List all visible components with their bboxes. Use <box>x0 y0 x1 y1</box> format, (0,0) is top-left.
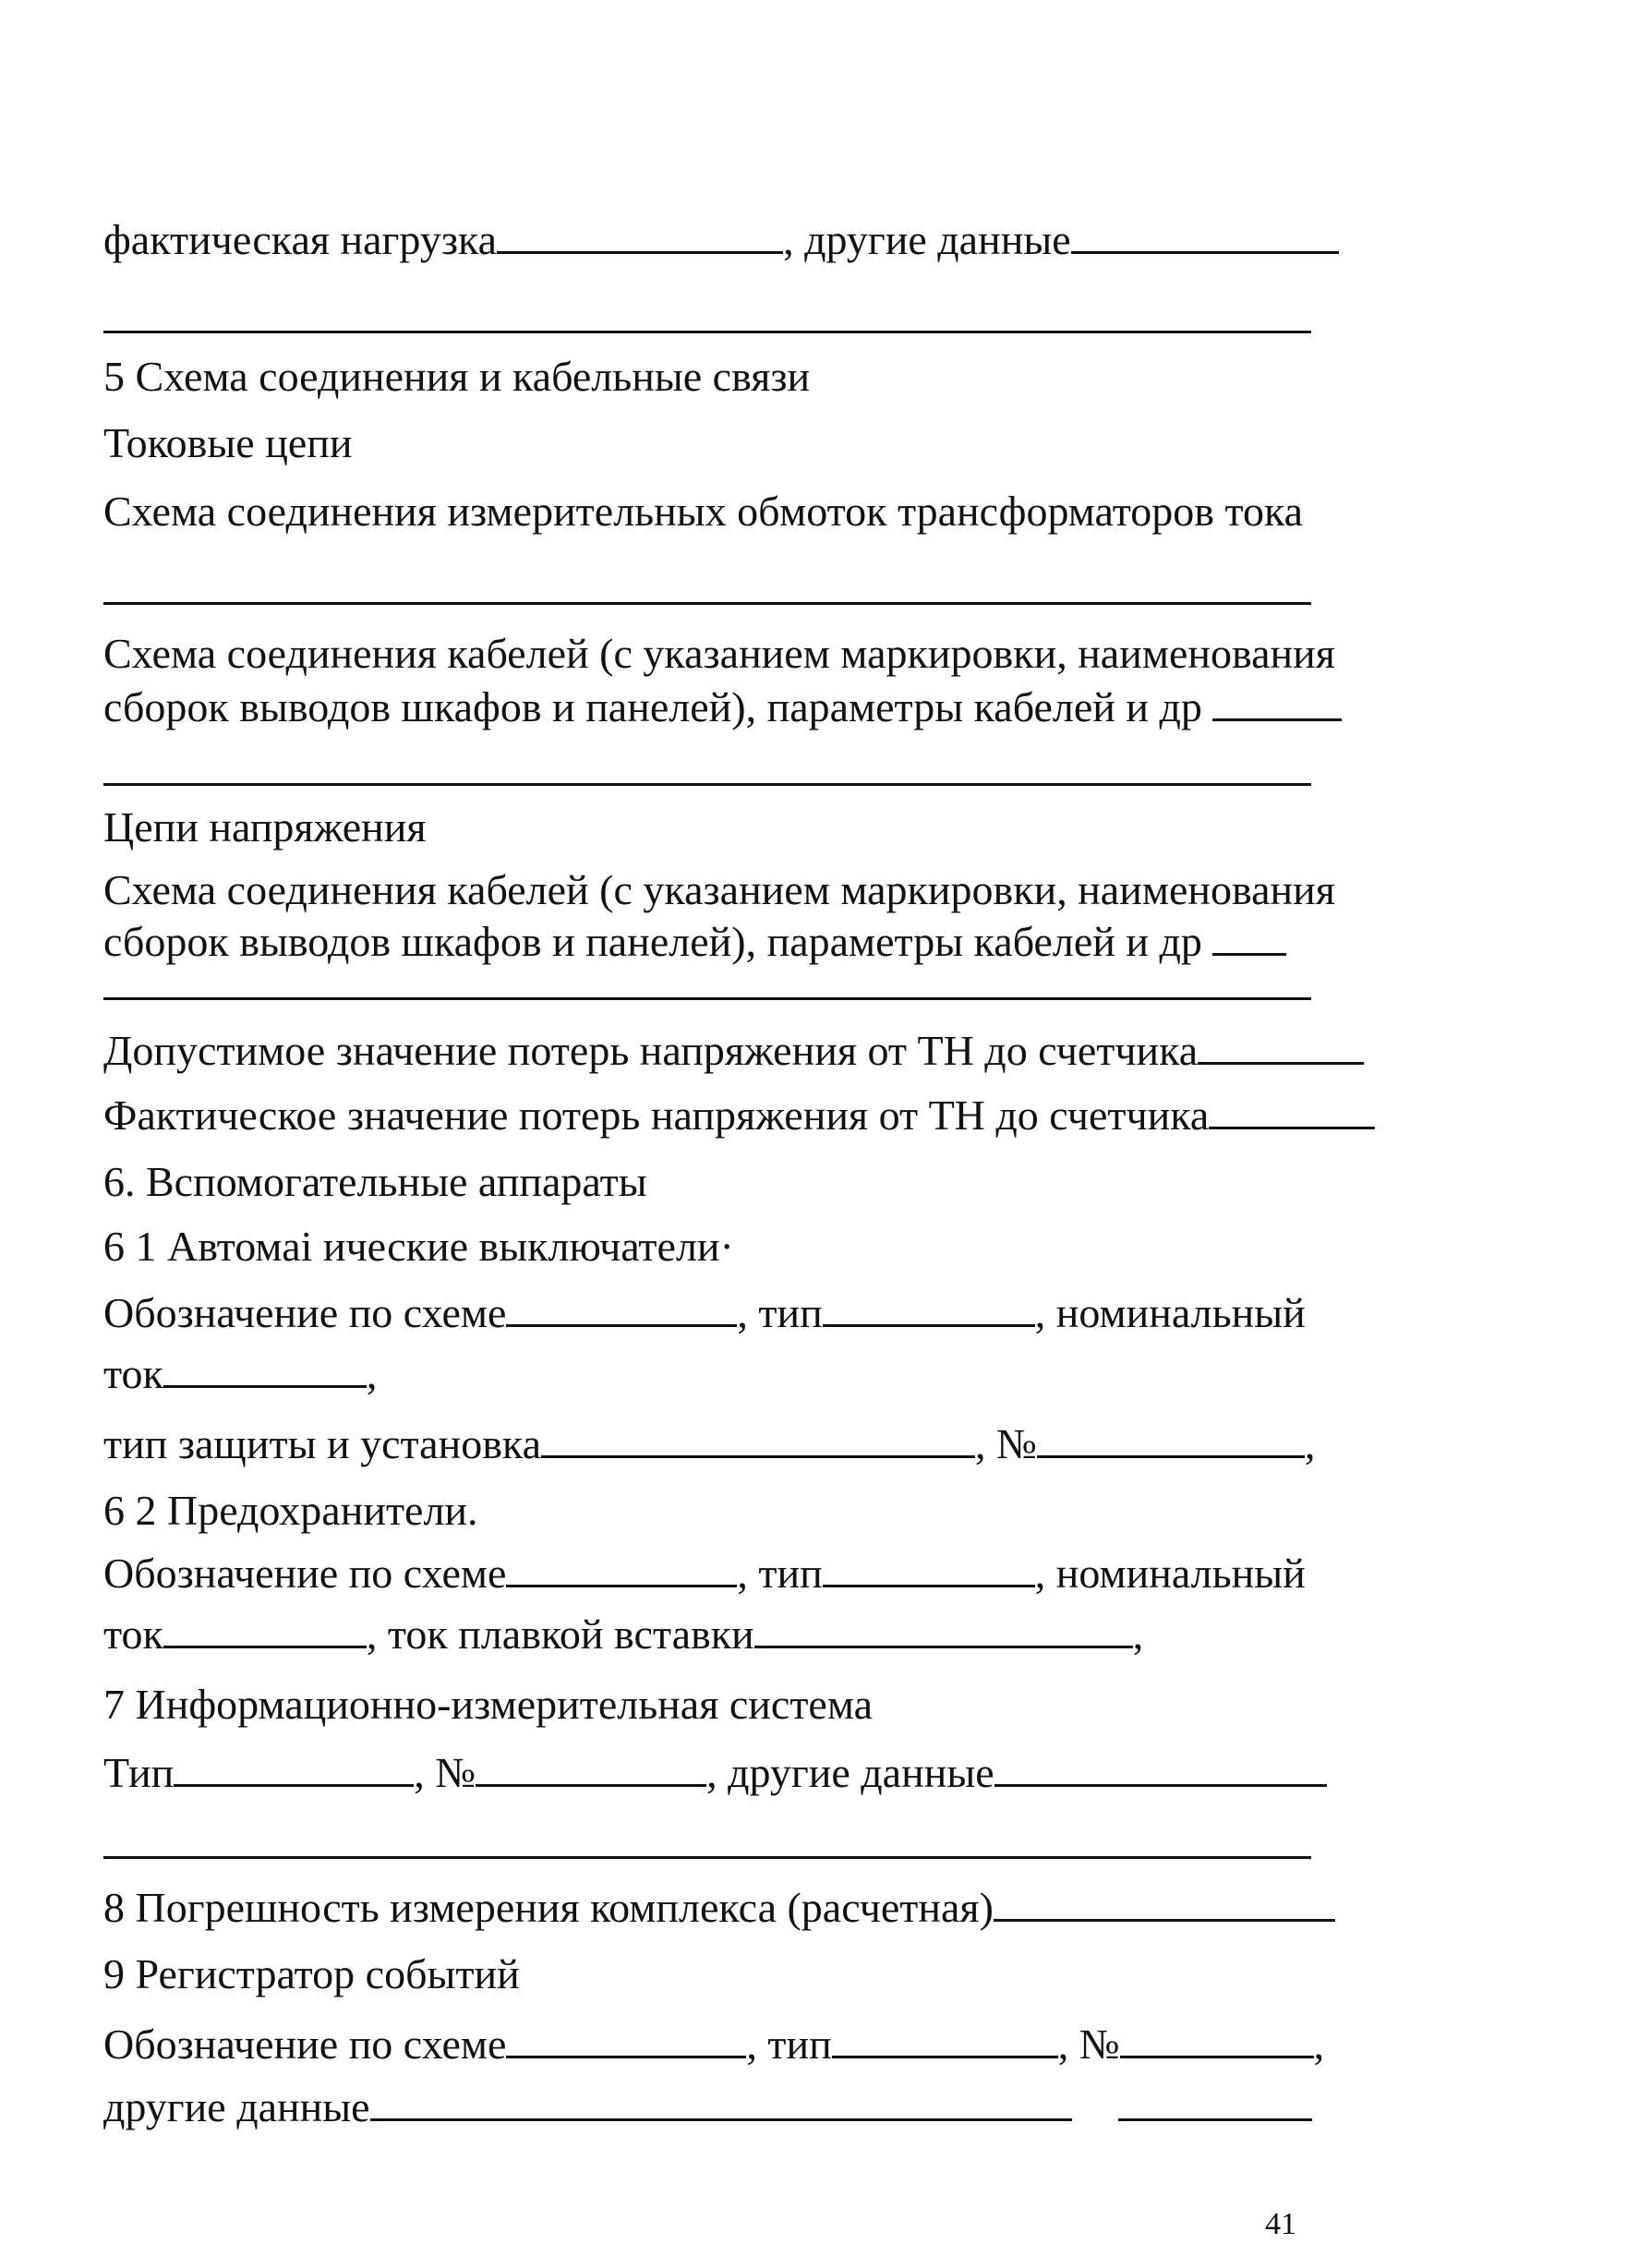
system-other-field[interactable] <box>994 1753 1327 1787</box>
protection-row <box>103 1418 1315 1470</box>
recorder-designation-field[interactable] <box>506 2024 746 2058</box>
system-type-field[interactable] <box>174 1753 414 1787</box>
fuse-current-field[interactable] <box>163 1614 367 1648</box>
breaker-designation-label: Обозначение по схеме <box>103 1289 507 1336</box>
cable-scheme-2-line2 <box>103 916 1286 968</box>
breaker-nominal-label: , номинальный <box>1034 1289 1306 1336</box>
fuse-nominal-label: , номинальный <box>1034 1550 1306 1597</box>
section-7-heading: 7 Информационно-измерительная система <box>103 1681 874 1728</box>
fuse-type-label: , тип <box>737 1550 823 1597</box>
actual-load-label: фактическая нагрузка <box>103 216 498 263</box>
blank-line[interactable] <box>103 997 1311 1000</box>
breaker-current-label: ток <box>103 1350 163 1397</box>
page-number: 41 <box>1265 2207 1296 2241</box>
loss-allowed-field[interactable] <box>1198 1031 1364 1065</box>
blank-line[interactable] <box>103 783 1311 786</box>
loss-allowed-label: Допустимое значение потерь напряжения от ТН до счетчика <box>103 1027 1199 1074</box>
recorder-other-field[interactable] <box>370 2087 1072 2121</box>
breaker-type-label: , тип <box>737 1289 823 1336</box>
blank-line[interactable] <box>103 331 1311 333</box>
other-data-field[interactable] <box>1071 220 1339 254</box>
section-6-heading: 6. Вспомогательные аппараты <box>103 1158 647 1205</box>
breaker-current-row <box>103 1348 377 1400</box>
error-field[interactable] <box>994 1888 1335 1922</box>
breaker-row <box>103 1287 1306 1339</box>
section-6-1-heading: 6 1 Автомаi ические выключатели· <box>103 1223 734 1270</box>
recorder-other-label: другие данные <box>103 2083 370 2130</box>
recorder-number-field[interactable] <box>1120 2024 1314 2058</box>
breaker-designation-field[interactable] <box>506 1293 737 1327</box>
actual-load-row <box>103 214 1339 266</box>
cable-scheme-1-line1: Схема соединения кабелей (с указанием маркировки, наименования <box>103 630 1335 677</box>
fuse-designation-field[interactable] <box>506 1553 737 1587</box>
comma: , <box>1132 1611 1144 1658</box>
fuse-designation-label: Обозначение по схеме <box>103 1550 507 1597</box>
breaker-type-field[interactable] <box>823 1293 1035 1327</box>
recorder-row <box>103 2019 1324 2070</box>
comma: , <box>1313 2021 1325 2068</box>
ct-scheme-label: Схема соединения измерительных обмоток трансформаторов тока <box>103 488 1304 535</box>
fuse-current-row <box>103 1609 1143 1660</box>
voltage-circuits-label: Цепи напряжения <box>103 803 427 850</box>
comma: , <box>1304 1420 1316 1467</box>
cable-scheme-1-field[interactable] <box>1212 687 1342 721</box>
recorder-other-field-2[interactable] <box>1118 2087 1312 2121</box>
section-5-heading: 5 Схема соединения и кабельные связи <box>103 353 811 400</box>
blank-line[interactable] <box>103 1856 1311 1859</box>
comma: , <box>366 1350 378 1397</box>
loss-actual-label: Фактическое значение потерь напряжения от ТН до счетчика <box>103 1092 1210 1139</box>
section-8-heading: 8 Погрешность измерения комплекса (расчетная) <box>103 1884 994 1931</box>
actual-load-field[interactable] <box>497 220 783 254</box>
system-row <box>103 1747 1327 1799</box>
recorder-type-label: , тип <box>746 2021 832 2068</box>
cable-scheme-2-field[interactable] <box>1212 922 1286 956</box>
fuse-type-field[interactable] <box>823 1553 1035 1587</box>
protection-label: тип защиты и установка <box>103 1420 541 1467</box>
current-circuits-label: Токовые цепи <box>103 419 353 466</box>
section-9-heading: 9 Регистратор событий <box>103 1950 520 1997</box>
section-6-2-heading: 6 2 Предохранители. <box>103 1487 478 1534</box>
system-type-label: Тип <box>103 1749 175 1796</box>
protection-number-field[interactable] <box>1037 1424 1305 1458</box>
recorder-type-field[interactable] <box>832 2024 1058 2058</box>
recorder-number-label: , № <box>1057 2021 1120 2068</box>
cable-scheme-2-text: сборок выводов шкафов и панелей), параметры кабелей и др <box>103 918 1202 965</box>
recorder-other-row <box>103 2081 1312 2133</box>
cable-scheme-1-text: сборок выводов шкафов и панелей), параметры кабелей и др <box>103 683 1202 730</box>
cable-scheme-2-line1: Схема соединения кабелей (с указанием маркировки, наименования <box>103 866 1335 913</box>
breaker-current-field[interactable] <box>163 1354 367 1388</box>
system-number-label: , № <box>414 1749 476 1796</box>
cable-scheme-1-line2 <box>103 682 1342 733</box>
protection-field[interactable] <box>541 1424 975 1458</box>
fuse-current-label: ток <box>103 1611 163 1658</box>
loss-allowed-row <box>103 1025 1364 1077</box>
system-other-label: , другие данные <box>706 1749 994 1796</box>
fuse-insert-field[interactable] <box>754 1614 1133 1648</box>
section-8-row <box>103 1882 1335 1934</box>
recorder-designation-label: Обозначение по схеме <box>103 2021 507 2068</box>
protection-number-label: , № <box>975 1420 1037 1467</box>
other-data-label: , другие данные <box>783 216 1071 263</box>
loss-actual-row <box>103 1090 1375 1141</box>
fuse-insert-label: , ток плавкой вставки <box>366 1611 754 1658</box>
system-number-field[interactable] <box>476 1753 706 1787</box>
loss-actual-field[interactable] <box>1209 1095 1375 1129</box>
fuse-row <box>103 1548 1306 1599</box>
ct-scheme-field[interactable] <box>103 602 1311 605</box>
